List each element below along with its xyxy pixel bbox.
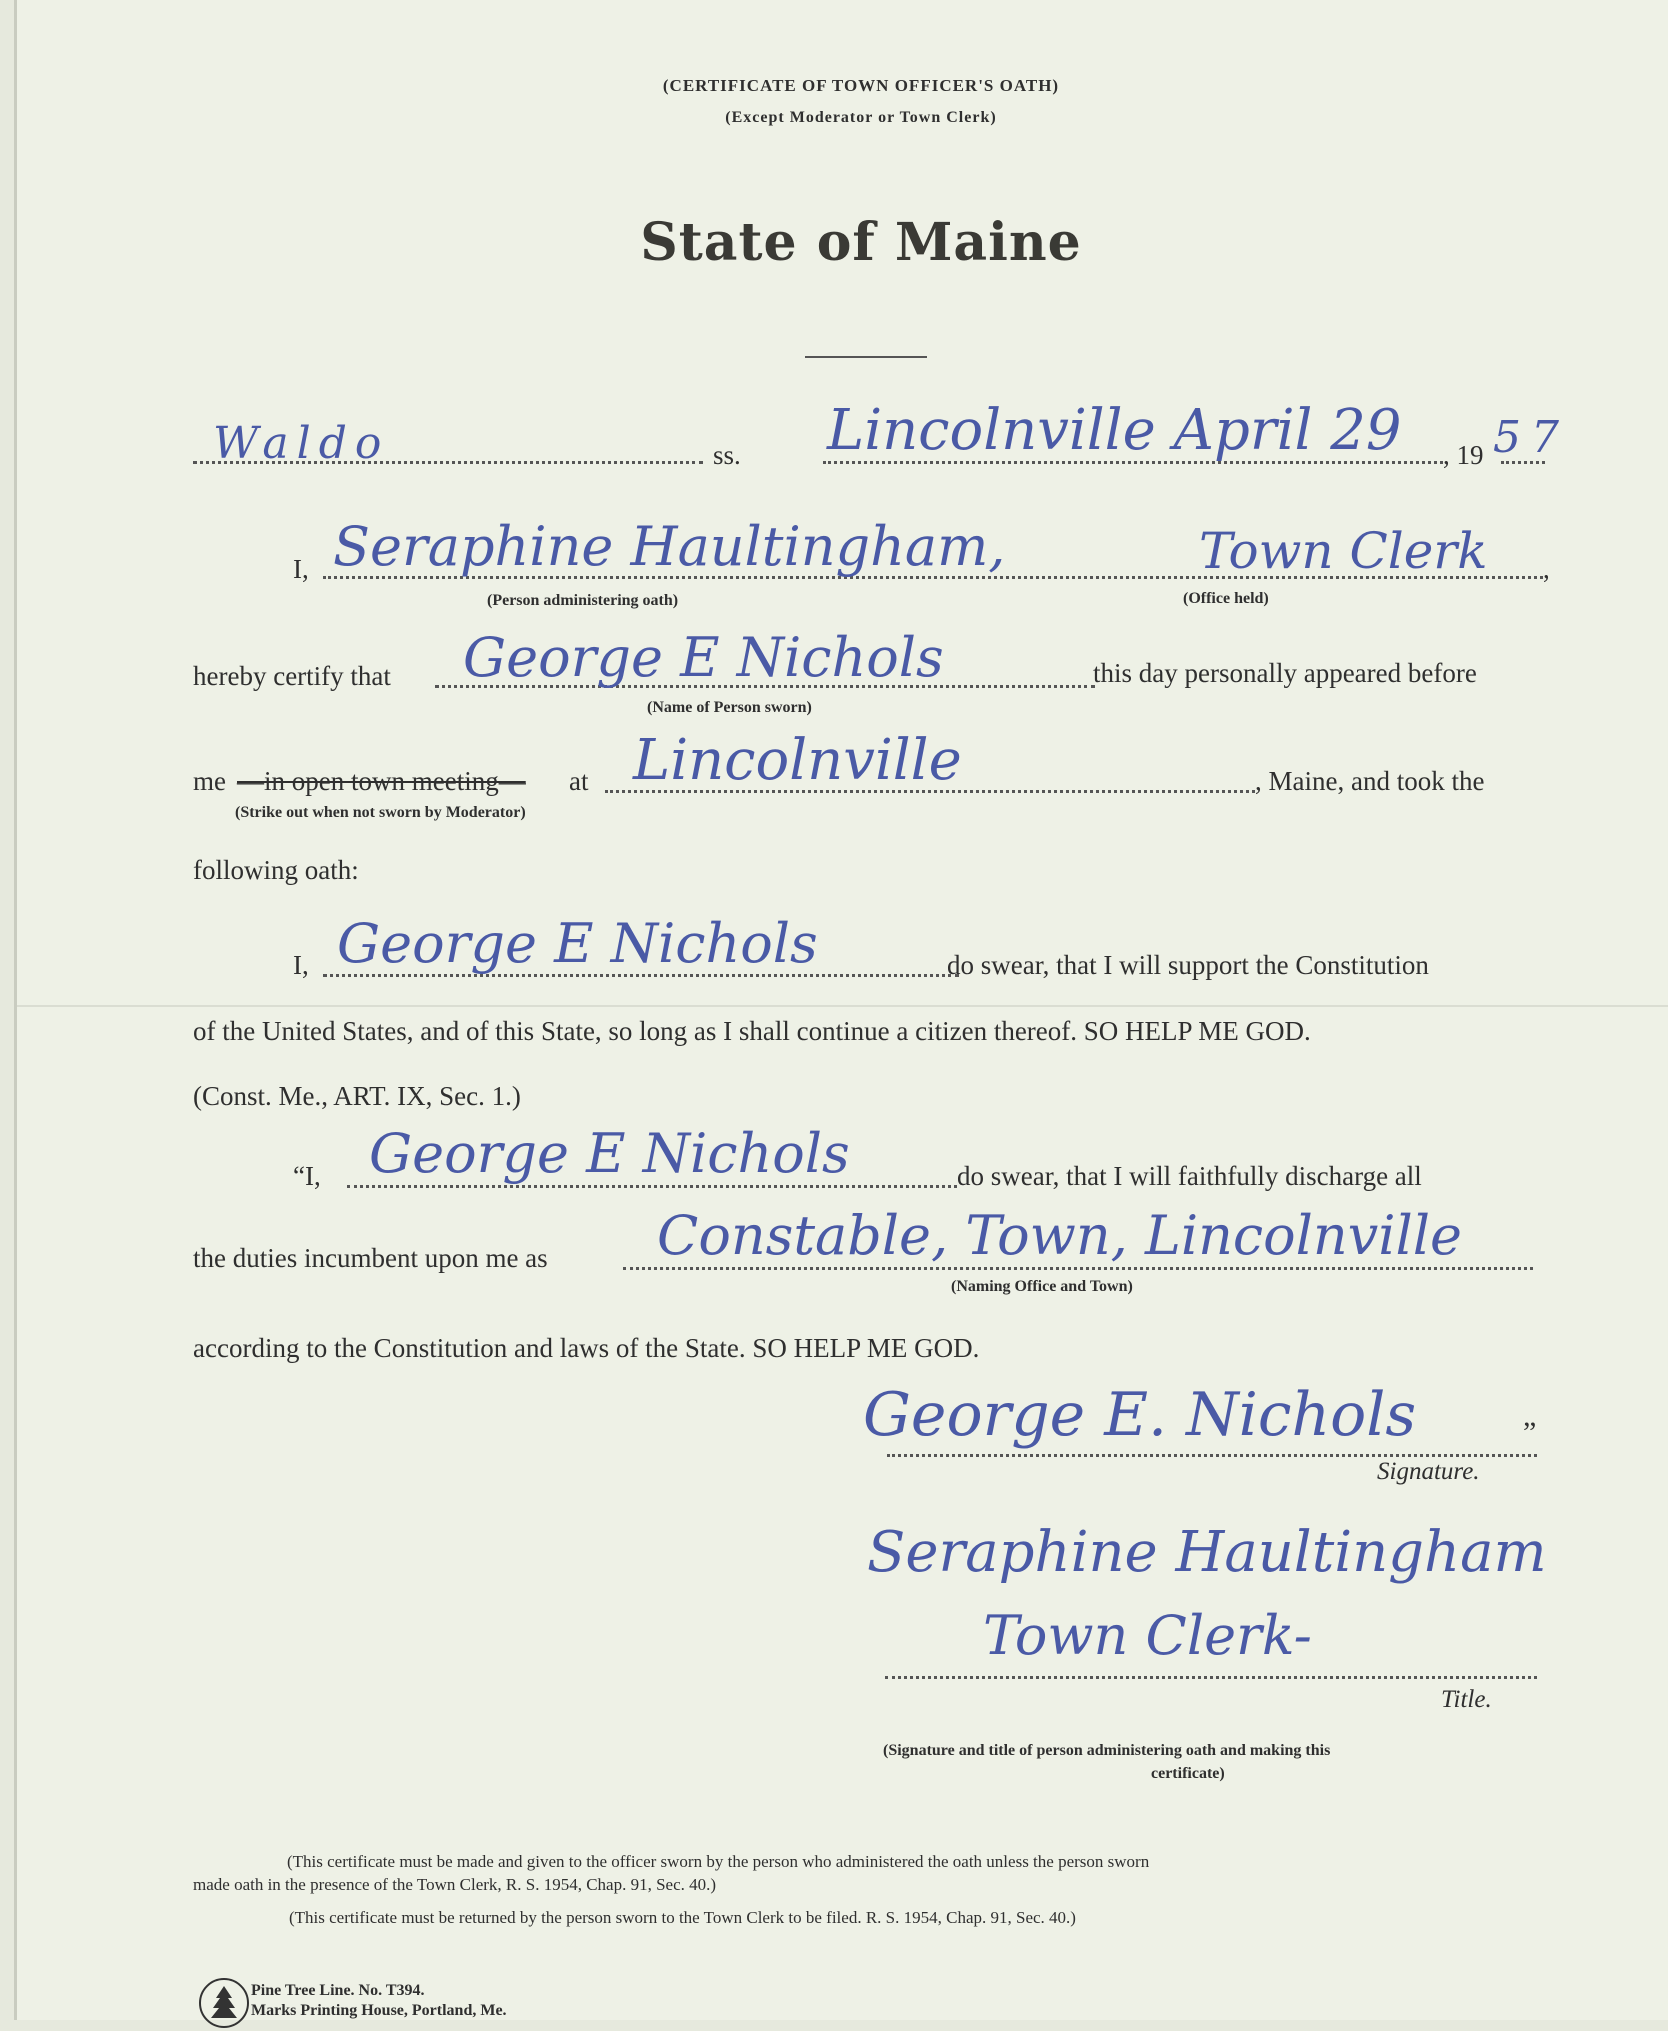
certify-prefix: hereby certify that (193, 661, 391, 691)
form-heading: (CERTIFICATE OF TOWN OFFICER'S OATH) (662, 76, 1060, 95)
meeting-place-handwriting: Lincolnville (633, 728, 962, 793)
oath2-office-caption: (Naming Office and Town) (951, 1278, 1133, 1295)
page-title: State of Maine (640, 212, 1082, 273)
signature-handwriting: George E. Nichols (863, 1380, 1417, 1450)
oath2-closing: according to the Constitution and laws of the State. SO HELP ME GOD. (193, 1333, 980, 1363)
footnote-2: (This certificate must be returned by the person sworn to the Town Clerk to be filed. R. S. 1954, Chap. 91, Sec. 40.) (289, 1908, 1076, 1927)
ss-label: ss. (713, 440, 741, 470)
county-handwriting: Waldo (213, 418, 390, 469)
meeting-caption: (Strike out when not sworn by Moderator) (235, 804, 526, 821)
meeting-suffix: , Maine, and took the (1255, 766, 1485, 796)
year-handwriting: 57 (1493, 412, 1569, 463)
comma: , (1543, 554, 1550, 584)
fold-crease (17, 1005, 1668, 1007)
signature-line (887, 1454, 1537, 1457)
printer-line1: Pine Tree Line. No. T394. (251, 1982, 425, 1999)
oath1-suffix: do swear, that I will support the Constitution (947, 950, 1429, 980)
footnote-1-line1: (This certificate must be made and given to the officer sworn by the person who administered the oath unless the person sworn (287, 1852, 1150, 1871)
certify-suffix: this day personally appeared before (1093, 658, 1477, 688)
administrator-office-caption: (Office held) (1183, 590, 1269, 607)
oath2-duties-prefix: the duties incumbent upon me as (193, 1243, 548, 1273)
place-date-handwriting: Lincolnville April 29 (827, 398, 1402, 463)
administrator-signature-handwriting: Seraphine Haultingham (867, 1520, 1547, 1585)
oath2-office-line (623, 1267, 1533, 1270)
oath1-body: of the United States, and of this State, so long as I shall continue a citizen thereof. SO HELP ME GOD. (193, 1016, 1311, 1046)
meeting-me: me (193, 766, 226, 796)
pine-tree-icon (201, 1980, 247, 2026)
printer-line2: Marks Printing House, Portland, Me. (251, 2002, 507, 2019)
administrator-name-handwriting: Seraphine Haultingham, (333, 515, 1006, 578)
meeting-struck-text: —in open town meeting— (237, 766, 526, 796)
signature-label: Signature. (1377, 1458, 1480, 1485)
oath2-office-handwriting: Constable, Town, Lincolnville (657, 1204, 1462, 1267)
administrator-caption-line2: certificate) (1151, 1765, 1225, 1782)
certify-caption: (Name of Person sworn) (647, 699, 812, 716)
title-line (885, 1676, 1537, 1679)
oath2-prefix: “I, (293, 1161, 321, 1191)
certify-name-handwriting: George E Nichols (463, 626, 944, 689)
signature-close-quote: ” (1523, 1416, 1537, 1449)
certificate-page (14, 0, 1668, 2020)
meeting-at: at (569, 766, 589, 796)
title-label: Title. (1441, 1686, 1492, 1713)
form-subheading: (Except Moderator or Town Clerk) (725, 109, 997, 126)
year-prefix: , 19 (1443, 440, 1484, 470)
administrator-prefix: I, (293, 554, 309, 584)
administrator-title-handwriting: Town Clerk- (983, 1604, 1312, 1667)
oath2-suffix: do swear, that I will faithfully discharge all (957, 1161, 1422, 1191)
administrator-caption-line1: (Signature and title of person administering oath and making this (883, 1742, 1331, 1759)
oath1-citation: (Const. Me., ART. IX, Sec. 1.) (193, 1081, 521, 1111)
following-oath-text: following oath: (193, 855, 359, 885)
oath1-name-handwriting: George E Nichols (337, 912, 818, 975)
pine-tree-logo (199, 1978, 249, 2028)
oath2-name-handwriting: George E Nichols (369, 1122, 850, 1185)
footnote-1-line2: made oath in the presence of the Town Clerk, R. S. 1954, Chap. 91, Sec. 40.) (193, 1875, 717, 1894)
oath1-prefix: I, (293, 950, 309, 980)
oath2-line (347, 1185, 957, 1188)
administrator-office-handwriting: Town Clerk (1199, 522, 1488, 580)
administrator-name-caption: (Person administering oath) (487, 592, 679, 609)
title-rule (805, 356, 927, 358)
